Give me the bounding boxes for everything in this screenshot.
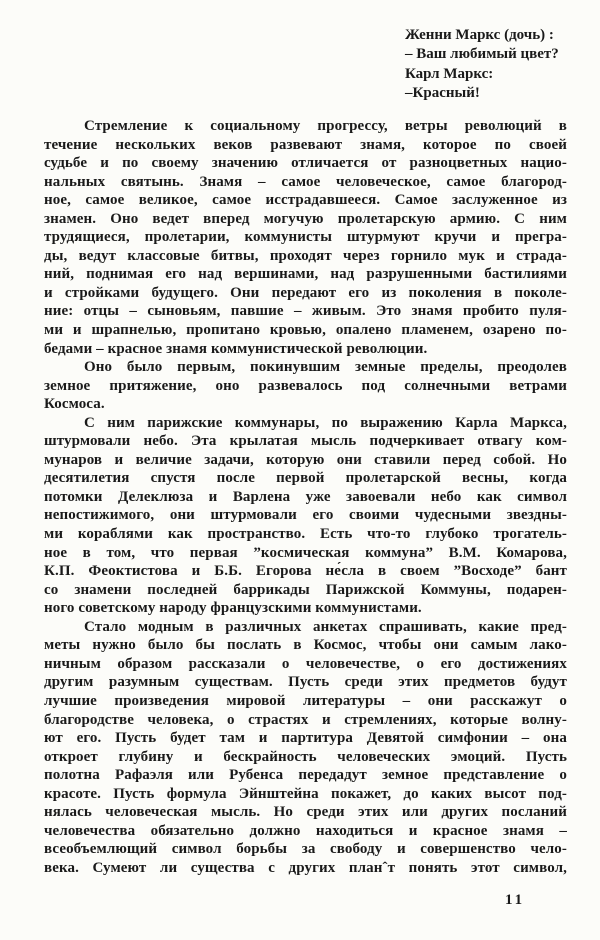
text-line: мунаров и величие задачи, которую они ставили перед собой. Но	[44, 451, 567, 468]
text-line: полотна Рафаэля или Рубенса передадут земное представление о	[44, 767, 567, 784]
text-line: ний, поднимая его над вершинами, над разрушенными бастилиями	[44, 266, 567, 283]
body-text	[44, 117, 567, 877]
text-line: потомки Делеклюза и Варлена уже завоевали небо как символ	[44, 488, 567, 505]
epigraph	[405, 26, 559, 103]
text-line: со знамени последней баррикады Парижской Коммуны, подарен-	[44, 581, 567, 598]
epigraph-line: Карл Маркс:	[405, 65, 494, 82]
text-line: К.П. Феоктистова и Б.Б. Егорова не́сла в своем ”Восходе” бант	[44, 563, 567, 580]
text-line: С ним парижские коммунары, по выражению Карла Маркса,	[84, 414, 567, 431]
text-line: ное, самое великое, самое исстрадавшееся. Самое заслуженное из	[44, 192, 567, 209]
text-line: человечества обязательно должно находиться и красное знамя –	[44, 822, 567, 839]
text-line: течение нескольких веков развевают знамя, которое по своей	[44, 136, 567, 153]
text-line: Стремление к социальному прогрессу, ветры революций в	[84, 118, 567, 134]
text-line: всеобъемлющий символ борьбы за свободу и совершенство чело-	[44, 841, 567, 858]
text-line: непостижимого, они штурмовали его своими чудесными звездны-	[44, 507, 567, 524]
text-line: бедами – красное знамя коммунистической революции.	[44, 340, 428, 357]
text-line: другим разумным существам. Пусть среди этих предметов будут	[44, 674, 567, 691]
text-line: Космоса.	[44, 396, 105, 413]
text-line: судьбе и по своему значению отличается от разноцветных нацио-	[44, 155, 567, 172]
paragraph	[44, 414, 567, 618]
text-line: трудящиеся, пролетарии, коммунисты штурмуют кручи и прегра-	[44, 229, 567, 246]
text-line: нальных святынь. Знамя – самое человеческое, самое благород-	[44, 173, 567, 190]
paragraph	[44, 358, 567, 414]
text-line: десятилетия спустя после первой пролетарской весны, когда	[44, 470, 567, 487]
text-line: ми и шрапнелью, пропитано кровью, опалено пламенем, озарено по-	[44, 322, 567, 339]
text-line: ют его. Пусть будет там и партитура Девятой симфонии – она	[44, 730, 567, 747]
text-line: Стало модным в различных анкетах спрашивать, какие пред-	[84, 618, 567, 635]
text-line: красоте. Пусть формула Эйнштейна покажет, до каких высот под-	[44, 785, 567, 802]
text-line: откроет глубину и бескрайность человеческих эмоций. Пусть	[44, 748, 567, 765]
text-line: ние: отцы – сыновьям, павшие – живым. Это знамя пробито пуля-	[44, 303, 567, 320]
text-line: века. Сумеют ли существа с других планˆт понять этот символ,	[44, 859, 567, 876]
epigraph-line: – Ваш любимый цвет?	[405, 46, 559, 63]
text-line: ного советскому народу французскими коммунистами.	[44, 600, 422, 617]
text-line: ми кораблями как пространство. Есть что-то глубоко трогатель-	[44, 526, 567, 543]
text-line: ды, ведут классовые битвы, проходят через горнило мук и страда-	[44, 247, 567, 264]
epigraph-line: –Красный!	[405, 84, 480, 101]
text-line: благородстве человека, о страстях и стремлениях, которые волну-	[44, 711, 567, 728]
paragraph	[44, 618, 567, 878]
text-line: штурмовали небо. Эта крылатая мысль подчеркивает отвагу ком-	[44, 433, 567, 450]
text-line: меты нужно было бы послать в Космос, чтобы они самым лако-	[44, 637, 567, 654]
text-line: и стройками будущего. Они передают его из поколения в поколе-	[44, 284, 567, 301]
text-line: земное притяжение, оно развевалось под солнечными ветрами	[44, 377, 567, 394]
text-line: знамен. Оно ведет вперед могучую пролетарскую армию. С ним	[44, 210, 567, 227]
text-line: ничным образом рассказали о человечестве, о его достижениях	[44, 655, 567, 672]
text-line: Оно было первым, покинувшим земные пределы, преодолев	[84, 359, 567, 376]
paragraph	[44, 117, 567, 358]
text-line: ное в том, что первая ”космическая коммуна” В.М. Комарова,	[44, 544, 567, 561]
text-line: лучшие произведения мировой литературы – они расскажут о	[44, 692, 567, 709]
text-line: нялась человеческая мысль. Но среди этих или других посланий	[44, 804, 567, 821]
page-number: 11	[505, 892, 526, 908]
epigraph-line: Женни Маркс (дочь) :	[405, 27, 554, 43]
